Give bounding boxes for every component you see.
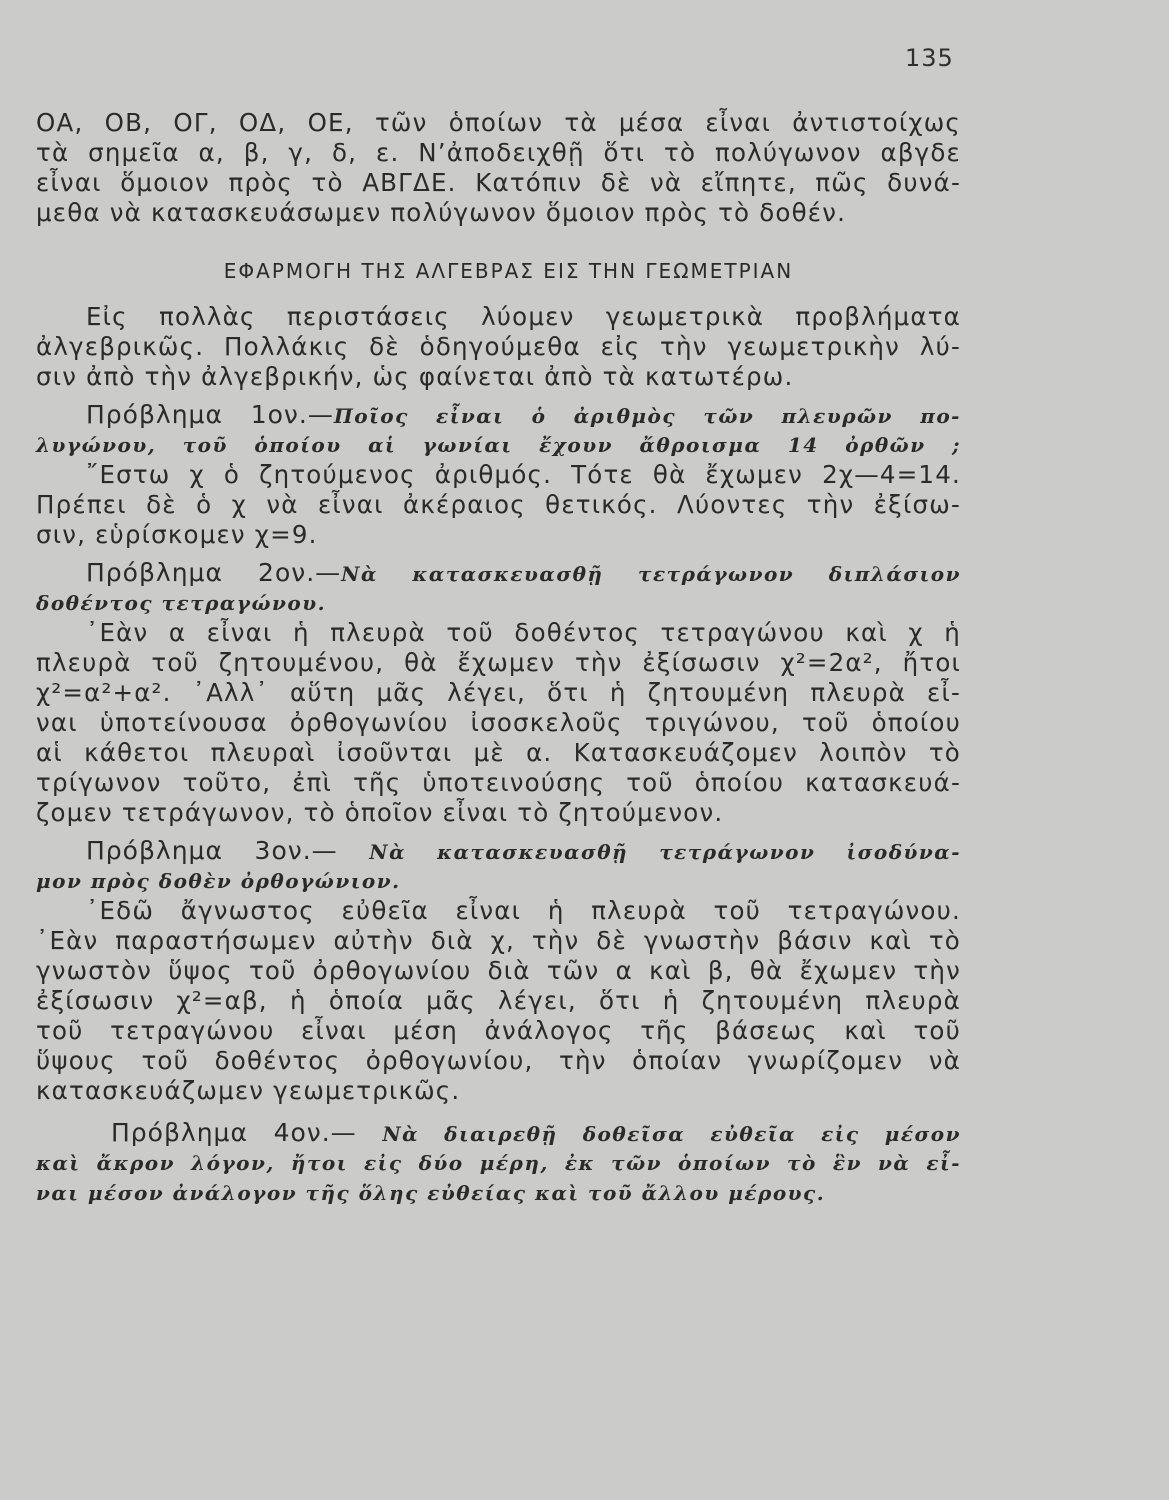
text-line: γνωστὸν ὕψος τοῦ ὀρθογωνίου διὰ τῶν α καὶ β, θὰ ἔχωμεν τὴν <box>36 956 961 985</box>
text-line: τοῦ τετραγώνου εἶναι μέση ἀνάλογος τῆς βάσεως καὶ τοῦ <box>36 1016 961 1045</box>
problem-statement-line: δοθέντος τετραγώνου. <box>36 591 327 615</box>
problem-statement-line: ναι μέσον ἀνάλογον τῆς ὅλης εὐθείας καὶ τοῦ ἄλλου μέρους. <box>36 1181 826 1205</box>
problem-3 <box>36 836 961 1106</box>
text-line: ζομεν τετράγωνον, τὸ ὁποῖον εἶναι τὸ ζητούμενον. <box>36 798 724 827</box>
text-line: Εἰς πολλὰς περιστάσεις λύομεν γεωμετρικὰ προβλήματα <box>86 302 961 331</box>
problem-1 <box>36 400 961 550</box>
text-line: πλευρὰ τοῦ ζητουμένου, θὰ ἔχωμεν τὴν ἐξίσωσιν χ²=2α², ἤτοι <box>36 648 961 677</box>
problem-label: Πρόβλημα 1ον.— <box>86 400 334 429</box>
text-line: ἐξίσωσιν χ²=αβ, ἡ ὁποία μᾶς λέγει, ὅτι ἡ ζητουμένη πλευρὰ <box>36 986 961 1015</box>
text-line: ὕψους τοῦ δοθέντος ὀρθογωνίου, τὴν ὁποίαν γνωρίζομεν νὰ <box>36 1046 961 1075</box>
problem-title <box>36 558 961 588</box>
problem-title <box>36 836 961 866</box>
problem-statement-line: μον πρὸς δοθὲν ὀρθογώνιον. <box>36 869 401 893</box>
intro-paragraph <box>36 108 961 228</box>
text-line: ῎Εστω χ ὁ ζητούμενος ἀριθμός. Τότε θὰ ἔχωμεν 2χ—4=14. <box>86 460 961 489</box>
text-line: ἀλγεβρικῶς. Πολλάκις δὲ ὁδηγούμεθα εἰς τὴν γεωμετρικὴν λύ- <box>36 332 961 361</box>
problem-statement: Νὰ κατασκευασθῇ τετράγωνον διπλάσιον <box>341 562 961 586</box>
problem-statement-line: λυγώνου, τοῦ ὁποίου αἱ γωνίαι ἔχουν ἄθροισμα 14 ὀρθῶν ; <box>36 433 961 457</box>
problem-statement: Ποῖος εἶναι ὁ ἀριθμὸς τῶν πλευρῶν πο- <box>333 404 961 428</box>
section-heading: ΕΦΑΡΜΟΓΗ ΤΗΣ ΑΛΓΕΒΡΑΣ ΕΙΣ ΤΗΝ ΓΕΩΜΕΤΡΙΑΝ <box>223 259 794 283</box>
problem-label: Πρόβλημα 3ον.— <box>86 836 370 865</box>
text-line: ᾿Εδῶ ἄγνωστος εὐθεῖα εἶναι ἡ πλευρὰ τοῦ τετραγώνου. <box>86 896 961 925</box>
problem-2 <box>36 558 961 828</box>
text-line: ᾿Εὰν α εἶναι ἡ πλευρὰ τοῦ δοθέντος τετραγώνου καὶ χ ἡ <box>86 618 961 647</box>
text-line: τὰ σημεῖα α, β, γ, δ, ε. Ν’ἀποδειχθῇ ὅτι τὸ πολύγωνον αβγδε <box>36 138 961 167</box>
text-line: σιν ἀπὸ τὴν ἀλγεβρικήν, ὡς φαίνεται ἀπὸ τὰ κατωτέρω. <box>36 362 794 391</box>
text-line: κατασκευάζωμεν γεωμετρικῶς. <box>36 1076 461 1105</box>
problem-title <box>36 400 961 430</box>
problem-4 <box>36 1118 961 1208</box>
problem-statement: Νὰ κατασκευασθῇ τετράγωνον ἰσοδύνα- <box>369 840 961 864</box>
problem-statement-line: καὶ ἄκρον λόγον, ἤτοι εἰς δύο μέρη, ἐκ τῶν ὁποίων τὸ ἓν νὰ εἶ- <box>36 1151 961 1175</box>
section-intro-paragraph <box>36 302 961 392</box>
problem-title <box>36 1118 961 1148</box>
text-line: Πρέπει δὲ ὁ χ νὰ εἶναι ἀκέραιος θετικός. Λύοντες τὴν ἐξίσω- <box>36 490 961 519</box>
page-text <box>36 108 961 1208</box>
text-line: ΟΑ, ΟΒ, ΟΓ, ΟΔ, ΟΕ, τῶν ὁποίων τὰ μέσα εἶναι ἀντιστοίχως <box>36 108 961 137</box>
text-line: χ²=α²+α². ᾿Αλλ᾿ αὕτη μᾶς λέγει, ὅτι ἡ ζητουμένη πλευρὰ εἶ- <box>36 678 961 707</box>
text-line: ναι ὑποτείνουσα ὀρθογωνίου ἰσοσκελοῦς τριγώνου, τοῦ ὁποίου <box>36 708 961 737</box>
problem-label: Πρόβλημα 4ον.— <box>111 1118 383 1147</box>
text-line: τρίγωνον τοῦτο, ἐπὶ τῆς ὑποτεινούσης τοῦ ὁποίου κατασκευά- <box>36 768 961 797</box>
problem-statement: Νὰ διαιρεθῇ δοθεῖσα εὐθεῖα εἰς μέσον <box>382 1122 961 1146</box>
text-line: σιν, εὑρίσκομεν χ=9. <box>36 520 318 549</box>
page-number: 135 <box>905 44 954 72</box>
text-line: εἶναι ὅμοιον πρὸς τὸ ΑΒΓΔΕ. Κατόπιν δὲ νὰ εἴπητε, πῶς δυνά- <box>36 168 961 197</box>
text-line: ᾿Εὰν παραστήσωμεν αὐτὴν διὰ χ, τὴν δὲ γνωστὴν βάσιν καὶ τὸ <box>36 926 961 955</box>
problem-label: Πρόβλημα 2ον.— <box>86 558 342 587</box>
text-line: μεθα νὰ κατασκευάσωμεν πολύγωνον ὅμοιον πρὸς τὸ δοθέν. <box>36 198 847 227</box>
text-line: αἱ κάθετοι πλευραὶ ἰσοῦνται μὲ α. Κατασκευάζομεν λοιπὸν τὸ <box>36 738 961 767</box>
